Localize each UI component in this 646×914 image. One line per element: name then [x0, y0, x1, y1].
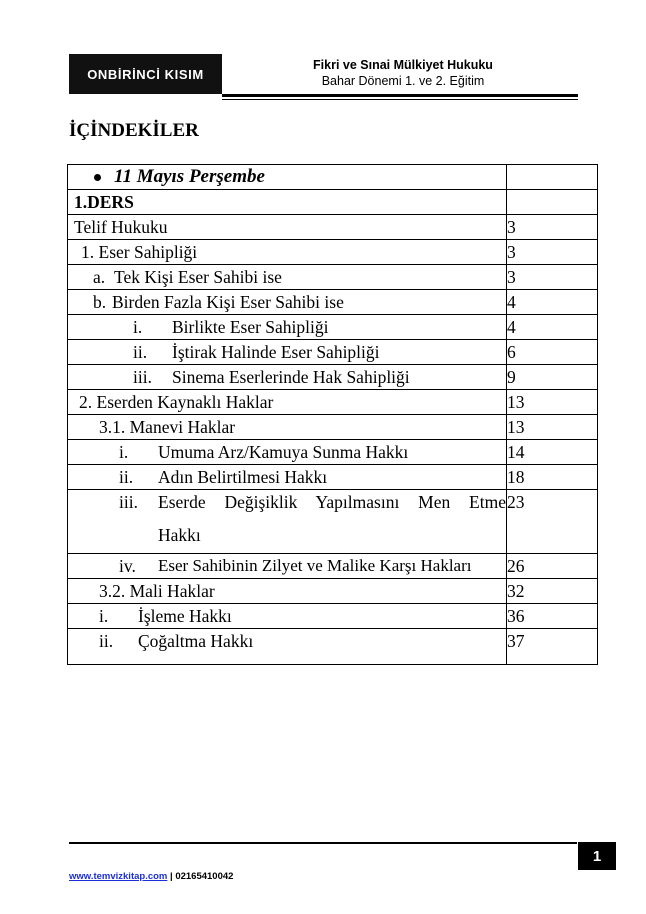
footer-rule — [69, 842, 577, 844]
toc-date: 11 Mayıs Perşembe — [114, 166, 265, 187]
toc-entry-number: iii. — [133, 367, 152, 387]
toc-entry-title: Telif Hukuku — [74, 217, 168, 237]
toc-entry-number: iii. — [119, 492, 138, 512]
toc-entry-sinema[interactable] — [68, 365, 598, 390]
footer-link[interactable]: www.temvizkitap.com — [69, 871, 168, 882]
toc-entry-number: ii. — [119, 467, 134, 487]
toc-entry-mali[interactable] — [68, 579, 598, 604]
toc-entry-page: 4 — [507, 292, 516, 312]
toc-entry-page: 6 — [507, 342, 516, 362]
toc-heading: İÇİNDEKİLER — [69, 120, 199, 141]
toc-entry-title: Tek Kişi Eser Sahibi ise — [114, 267, 282, 287]
toc-lesson: 1.DERS — [74, 192, 134, 212]
bullet-icon — [94, 174, 101, 181]
toc-entry-page: 23 — [507, 492, 525, 512]
table-row — [68, 165, 598, 190]
toc-entry-title: Adın Belirtilmesi Hakkı — [158, 467, 328, 487]
footer-contact — [69, 871, 233, 882]
toc-entry-title: 1. Eser Sahipliği — [81, 242, 198, 262]
footer-phone: 02165410042 — [175, 871, 234, 882]
toc-entry-number: i. — [119, 442, 129, 462]
header-subtitle: Bahar Dönemi 1. ve 2. Eğitim — [321, 74, 485, 88]
toc-entry-page: 4 — [507, 317, 516, 337]
toc-entry-title: 2. Eserden Kaynaklı Haklar — [79, 392, 274, 412]
toc-entry-cogaltma[interactable] — [68, 629, 598, 665]
toc-entry-title: Eserde Değişiklik Yapılmasını Men Etme — [158, 492, 506, 512]
toc-entry-title: İştirak Halinde Eser Sahipliği — [172, 342, 380, 362]
toc-table — [67, 164, 598, 665]
toc-entry-number: ii. — [99, 631, 114, 651]
toc-entry-title: Sinema Eserlerinde Hak Sahipliği — [172, 367, 410, 387]
toc-entry-degisiklik[interactable] — [68, 490, 598, 554]
toc-entry-page: 13 — [507, 392, 525, 412]
toc-entry-isleme[interactable] — [68, 604, 598, 629]
toc-entry-page: 36 — [507, 606, 525, 626]
toc-entry-tek-kisi[interactable] — [68, 265, 598, 290]
toc-entry-page: 13 — [507, 417, 525, 437]
toc-entry-page: 14 — [507, 442, 525, 462]
toc-entry-number: i. — [99, 606, 109, 626]
footer-separator: | — [170, 871, 173, 882]
toc-entry-title: Umuma Arz/Kamuya Sunma Hakkı — [158, 442, 409, 462]
toc-entry-title: Eser Sahibinin Zilyet ve Malike Karşı Hakları — [158, 556, 472, 575]
toc-entry-page: 37 — [507, 631, 525, 651]
toc-entry-page: 3 — [507, 267, 516, 287]
toc-entry-title-continued: Hakkı — [158, 525, 201, 545]
header-rule-thick — [222, 94, 578, 97]
toc-entry-adin-belirtilmesi[interactable] — [68, 465, 598, 490]
toc-entry-manevi[interactable] — [68, 415, 598, 440]
toc-entry-page: 3 — [507, 217, 516, 237]
toc-entry-zilyet[interactable] — [68, 554, 598, 579]
toc-entry-number: b. — [93, 292, 107, 312]
toc-entry-title: 3.1. Manevi Haklar — [99, 417, 236, 437]
toc-entry-number: a. — [93, 267, 106, 287]
toc-entry-title: 3.2. Mali Haklar — [99, 581, 215, 601]
toc-entry-number: i. — [133, 317, 143, 337]
toc-entry-number: ii. — [133, 342, 148, 362]
header-rule-thin — [222, 99, 578, 100]
toc-entry-birden-fazla[interactable] — [68, 290, 598, 315]
toc-entry-page: 3 — [507, 242, 516, 262]
toc-entry-telif[interactable] — [68, 215, 598, 240]
toc-entry-eserden-kaynakli[interactable] — [68, 390, 598, 415]
toc-entry-umuma-arz[interactable] — [68, 440, 598, 465]
section-badge: ONBİRİNCİ KISIM — [69, 54, 222, 94]
toc-entry-title: Birlikte Eser Sahipliği — [172, 317, 329, 337]
toc-entry-page: 18 — [507, 467, 525, 487]
page-number: 1 — [578, 842, 616, 870]
toc-entry-page: 26 — [507, 556, 525, 576]
toc-entry-title: Çoğaltma Hakkı — [138, 631, 254, 651]
header-title: Fikri ve Sınai Mülkiyet Hukuku — [313, 58, 493, 72]
toc-entry-page: 32 — [507, 581, 525, 601]
toc-entry-eser-sahipligi[interactable] — [68, 240, 598, 265]
toc-entry-number: iv. — [119, 556, 136, 576]
table-row — [68, 190, 598, 215]
toc-entry-istirak[interactable] — [68, 340, 598, 365]
toc-entry-birlikte[interactable] — [68, 315, 598, 340]
toc-entry-page: 9 — [507, 367, 516, 387]
toc-entry-title: İşleme Hakkı — [138, 606, 232, 626]
toc-entry-title: Birden Fazla Kişi Eser Sahibi ise — [112, 292, 344, 312]
